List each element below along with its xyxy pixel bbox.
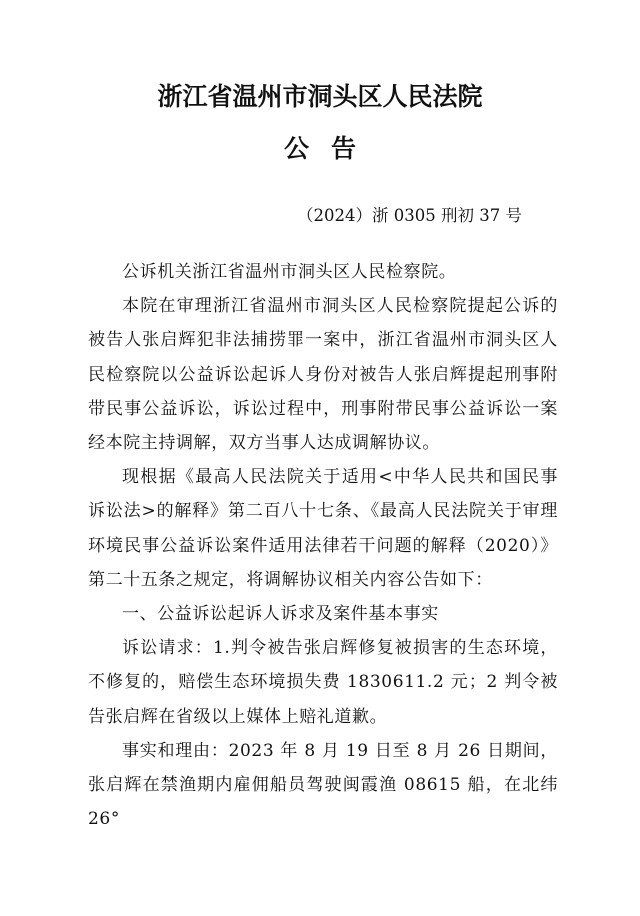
paragraph-claims: 诉讼请求：1.判令被告张启辉修复被损害的生态环境，不修复的，赔偿生态环境损失费 1830611.2 元；2 判令被告张启辉在省级以上媒体上赔礼道歉。: [88, 638, 558, 727]
paragraph-legal-basis: 现根据《最高人民法院关于适用<中华人民共和国民事诉讼法>的解释》第二百八十七条、《最高人民法院关于审理环境民事公益诉讼案件适用法律若干问题的解释（2020）》第二十五条之规定，将调解协议相关内容公告如下：: [88, 467, 558, 590]
case-number: （2024）浙 0305 刑初 37 号: [297, 206, 522, 225]
section-heading-claims: 一、公益诉讼起诉人诉求及案件基本事实: [122, 604, 439, 625]
notice-body: [88, 255, 558, 836]
court-name-heading: 浙江省温州市洞头区人民法院: [157, 82, 483, 111]
paragraph-prosecutor: 公诉机关浙江省温州市洞头区人民检察院。: [122, 262, 457, 282]
paragraph-case-summary: 本院在审理浙江省温州市洞头区人民检察院提起公诉的被告人张启辉犯非法捕捞罪一案中，浙江省温州市洞头区人民检察院以公益诉讼起诉人身份对被告人张启辉提起刑事附带民事公益诉讼，诉讼过程中，刑事附带民事公益诉讼一案经本院主持调解，双方当事人达成调解协议。: [88, 296, 558, 454]
paragraph-facts: 事实和理由：2023 年 8 月 19 日至 8 月 26 日期间，张启辉在禁渔期内雇佣船员驾驶闽霞渔 08615 船，在北纬 26°: [88, 740, 558, 830]
notice-title-heading: 公告: [283, 134, 378, 163]
